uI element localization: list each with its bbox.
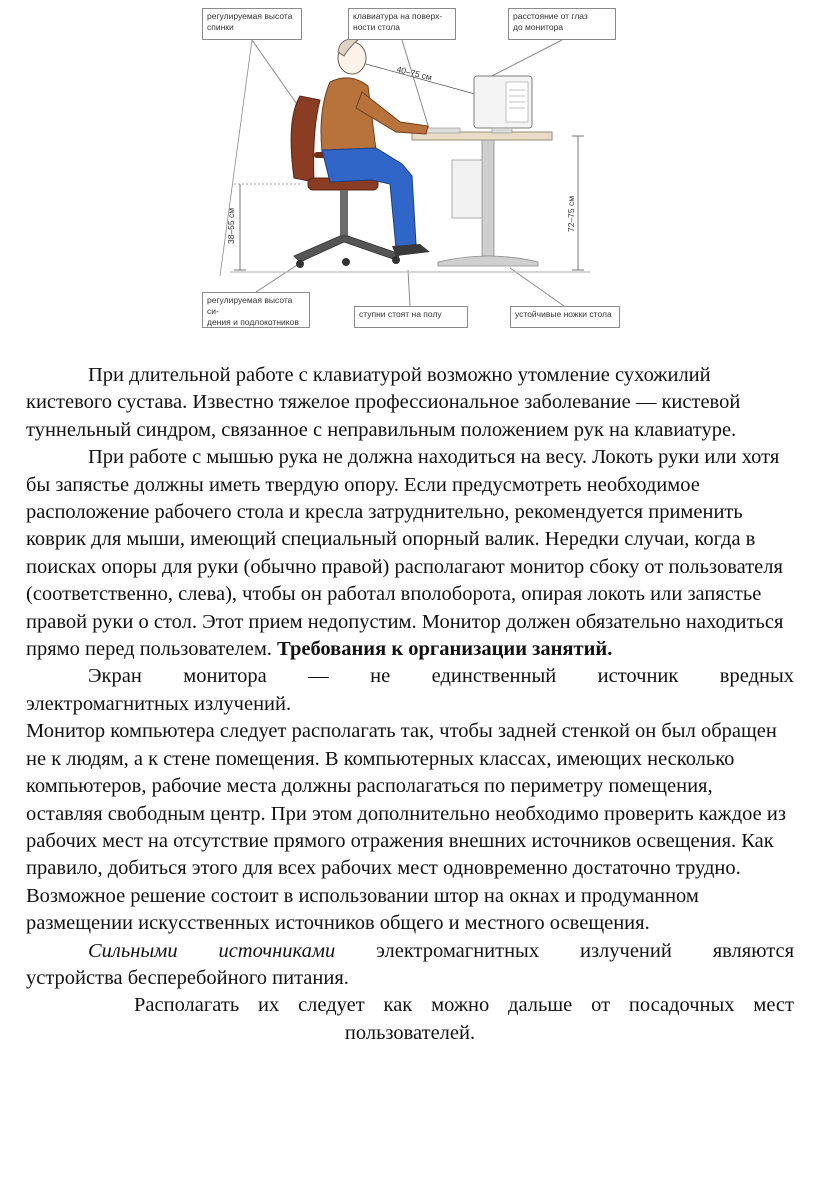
callout-eye-distance: расстояние от глаз до монитора	[508, 8, 616, 40]
callout-desk-legs: устойчивые ножки стола	[510, 306, 620, 328]
dimension-desk-height: 72–75 см	[566, 195, 576, 232]
paragraph-keyboard-fatigue: При длительной работе с клавиатурой возможно утомление сухожилий кистевого сустава. Известно тяжелое профессиональное заболевание — кистевой туннельный синдром, связанное с неправильным положением рук на клавиатуре.	[26, 364, 741, 441]
paragraph-placement-line1: Располагать их следует как можно дальше от посадочных мест	[134, 994, 794, 1017]
callout-seat-height: регулируемая высота си- дения и подлокотников	[202, 292, 310, 328]
paragraph-screen-line1: Экран монитора — не единственный источник вредных	[88, 665, 794, 688]
strong-sources-emphasis: Сильными источниками	[88, 939, 336, 962]
requirements-heading: Требования к организации занятий.	[277, 638, 613, 661]
body-text	[26, 362, 794, 1047]
paragraph-mouse-work	[26, 444, 794, 663]
dimension-eye-distance: 40–75 см	[395, 64, 434, 83]
workstation-drawing	[190, 0, 630, 340]
callout-back-height: регулируемая высота спинки	[202, 8, 302, 40]
paragraph-screen-line2: электромагнитных излучений.	[26, 692, 292, 715]
ergonomics-illustration	[190, 0, 630, 340]
callout-keyboard: клавиатура на поверх- ности стола	[348, 8, 456, 40]
paragraph-placement-line2: пользователей.	[344, 1021, 476, 1044]
paragraph-mouse-work-text: При работе с мышью рука не должна находиться на весу. Локоть руки или хотя бы запястье должны иметь твердую опору. Если предусмотреть необходимое расположение рабочего стола и кресла затруднительно, рекомендуется применить коврик для мыши, имеющий специальный опорный валик. Нередки случаи, когда в поисках опоры для руки (обычно правой) располагают монитор сбоку от пользователя (соответственно, слева), чтобы он работал вполоборота, опирая локоть или запястье правой руки о стол. Этот прием недопустим. Монитор должен обязательно находиться прямо перед пользователем.	[26, 446, 784, 661]
paragraph-monitor-placement: Монитор компьютера следует располагать так, чтобы задней стенкой он был обращен не к людям, а к стене помещения. В компьютерных классах, имеющих несколько компьютеров, рабочие места должны располагаться по периметру помещения, оставляя свободным центр. При этом дополнительно необходимо проверить каждое из рабочих мест на отсутствие прямого отражения внешних источников освещения. Как правило, добиться этого для всех рабочих мест одновременно достаточно трудно. Возможное решение состоит в использовании штор на окнах и продуманном размещении искусственных источников общего и местного освещения.	[26, 720, 786, 935]
strong-sources-rest: электромагнитных излучений являются	[335, 939, 794, 962]
paragraph-strong-sources-line2: устройства бесперебойного питания.	[26, 966, 349, 989]
dimension-seat-height: 38–55 см	[226, 207, 236, 244]
paragraph-strong-sources-line1	[26, 938, 794, 965]
callout-feet: ступни стоят на полу	[354, 306, 468, 328]
